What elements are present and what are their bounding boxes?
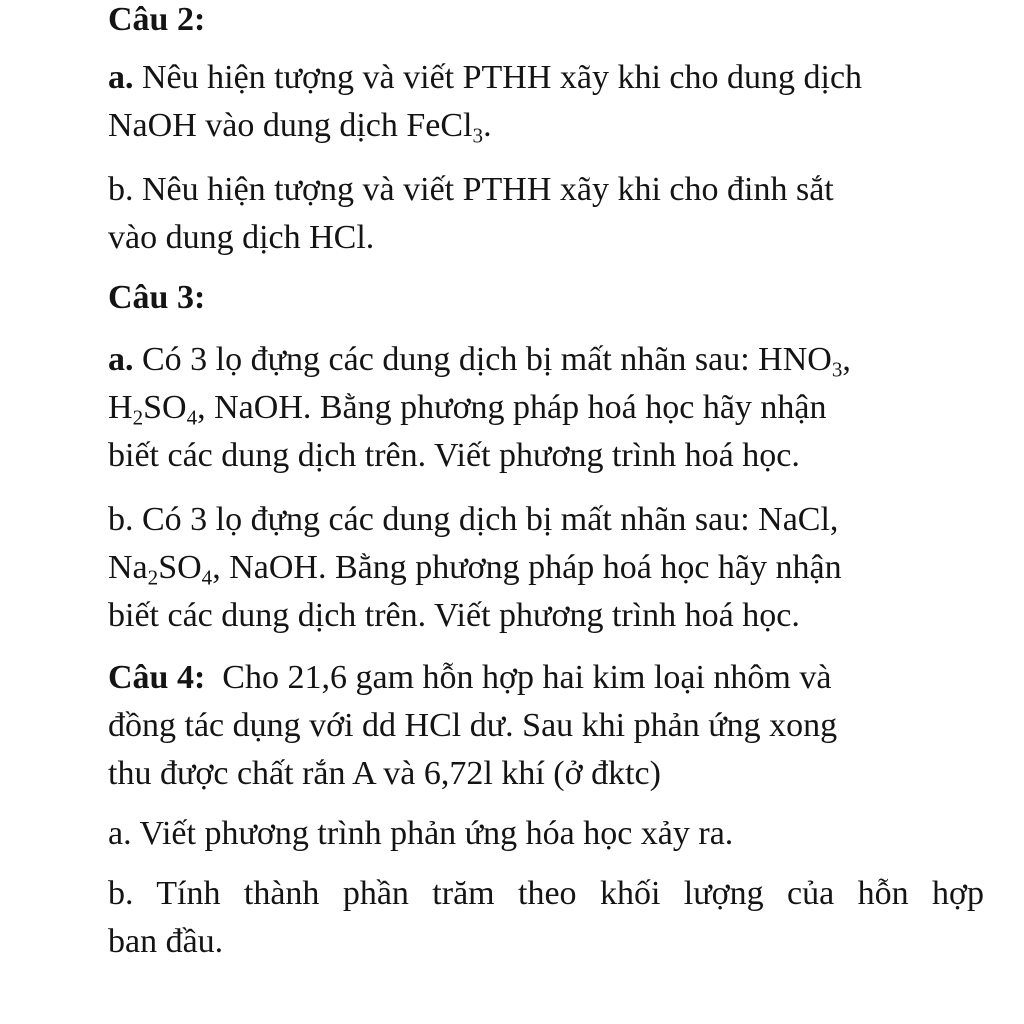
question-4 xyxy=(108,654,984,798)
question-3a-line-1: a. Có 3 lọ đựng các dung dịch bị mất nhãn sau: $HNO_3$, xyxy=(108,341,851,382)
question-2a xyxy=(108,54,984,150)
question-3a xyxy=(108,336,984,480)
question-3b-line-2: $Na_2SO_4$, NaOH. Bằng phương pháp hoá học hãy nhận xyxy=(108,549,842,590)
question-4a xyxy=(108,810,984,858)
question-2a-label: a. xyxy=(108,59,134,96)
question-3a-line-2: $H_2SO_4$, NaOH. Bằng phương pháp hoá học hãy nhận xyxy=(108,389,827,430)
question-3b-line-3: biết các dung dịch trên. Viết phương trình hoá học. xyxy=(108,597,800,634)
question-4a-line: a. Viết phương trình phản ứng hóa học xảy ra. xyxy=(108,815,734,852)
question-4b-line-1: b. Tính thành phần trăm theo khối lượng của hỗn hợp xyxy=(108,875,984,912)
question-3a-line-3: biết các dung dịch trên. Viết phương trình hoá học. xyxy=(108,437,800,474)
question-2-heading: Câu 2: xyxy=(108,1,206,38)
question-3a-label: a. xyxy=(108,341,134,378)
question-2b-line-1: b. Nêu hiện tượng và viết PTHH xãy khi cho đinh sắt xyxy=(108,171,834,208)
question-4b xyxy=(108,870,984,966)
question-2a-line-2: NaOH vào dung dịch FeCl$_3$. xyxy=(108,107,492,148)
question-2b-line-2: vào dung dịch HCl. xyxy=(108,219,375,256)
question-4-label: Câu 4: xyxy=(108,659,206,696)
question-4-line-1: Câu 4: Cho 21,6 gam hỗn hợp hai kim loại nhôm và xyxy=(108,659,832,696)
question-2b xyxy=(108,166,984,262)
question-3-heading: Câu 3: xyxy=(108,279,206,316)
question-3b-line-1: b. Có 3 lọ đựng các dung dịch bị mất nhãn sau: NaCl, xyxy=(108,501,839,538)
question-4-line-3: thu được chất rắn A và 6,72l khí (ở đktc) xyxy=(108,755,661,792)
question-4-line-2: đồng tác dụng với dd HCl dư. Sau khi phản ứng xong xyxy=(108,707,838,744)
question-3b xyxy=(108,496,984,640)
question-4b-line-2: ban đầu. xyxy=(108,923,224,960)
question-2a-line-1: a. Nêu hiện tượng và viết PTHH xãy khi cho dung dịch xyxy=(108,59,863,96)
